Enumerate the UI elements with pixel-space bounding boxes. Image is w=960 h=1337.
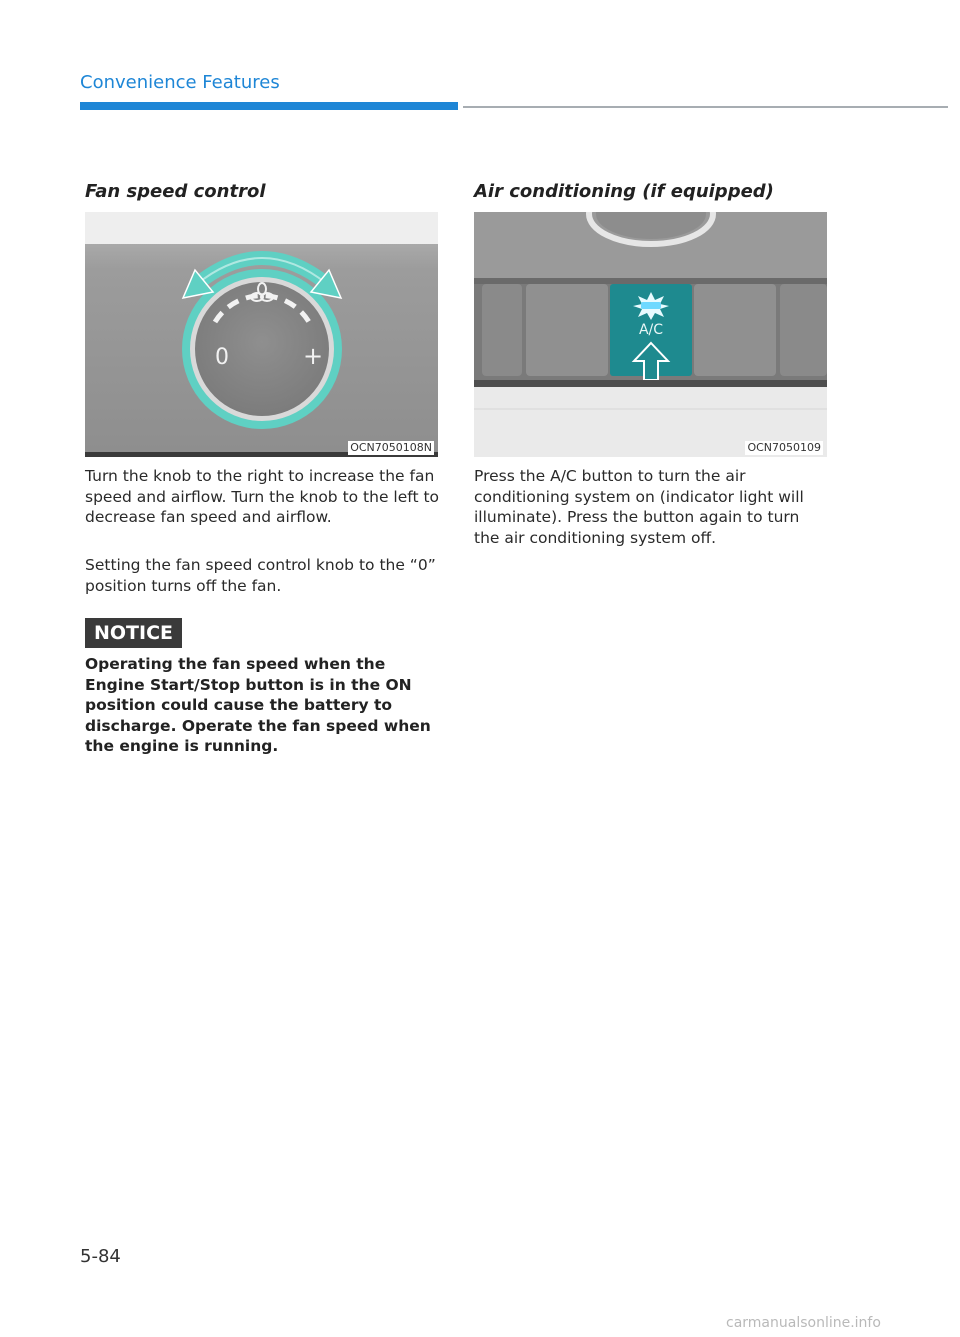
- fan-paragraph-2: Setting the fan speed control knob to the “0” position turns off the fan.: [85, 556, 436, 595]
- fan-paragraph-1: Turn the knob to the right to increase the fan speed and airflow. Turn the knob to the left to decrease fan speed and airflow.: [85, 467, 440, 526]
- fan-figure-code: OCN7050108N: [350, 441, 432, 454]
- fan-section-heading: Fan speed control: [85, 181, 266, 202]
- ac-figure-code: OCN7050109: [747, 441, 821, 454]
- watermark: carmanualsonline.info: [726, 1315, 881, 1331]
- knob-plus-label: +: [303, 342, 324, 370]
- knob-zero-label: 0: [215, 345, 229, 370]
- header-rule-accent: [80, 102, 458, 110]
- page-number: 5-84: [80, 1246, 121, 1267]
- notice-text: Operating the fan speed when the Engine Start/Stop button is in the ON position could cause the battery to discharge. Operate the fan speed when the engine is running.: [85, 655, 431, 755]
- ac-paragraph: Press the A/C button to turn the air conditioning system on (indicator light will illuminate). Press the button again to turn the air conditioning system off.: [474, 467, 804, 547]
- fan-knob-figure: [85, 212, 438, 457]
- fan-knob-illustration: [85, 212, 438, 457]
- ac-button-illustration: [474, 212, 827, 457]
- ac-section-heading: Air conditioning (if equipped): [474, 181, 774, 202]
- ac-button-label: A/C: [638, 322, 664, 338]
- section-title: Convenience Features: [80, 72, 280, 93]
- header-rule: [463, 106, 948, 108]
- notice-badge: NOTICE: [85, 618, 182, 648]
- ac-button-figure: [474, 212, 827, 457]
